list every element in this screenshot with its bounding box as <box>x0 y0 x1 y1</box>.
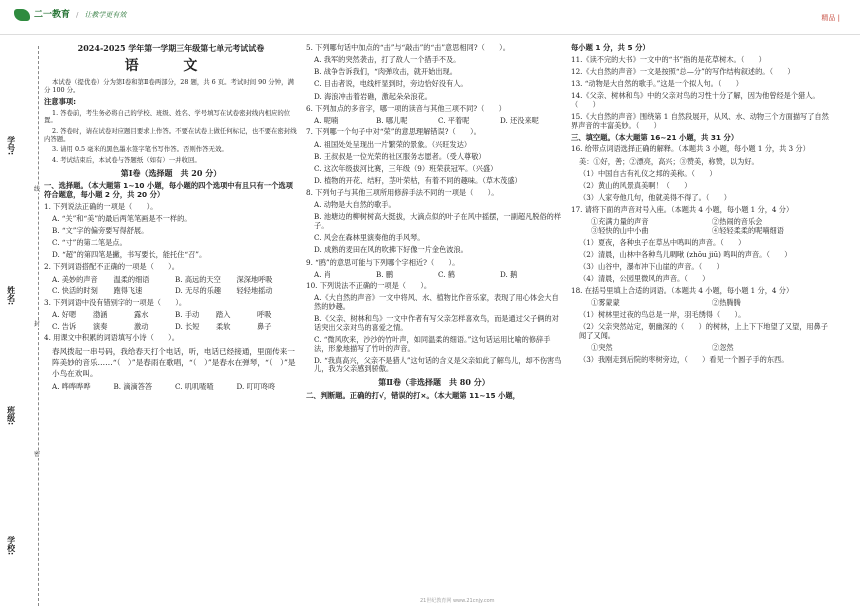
q9-option-c: C. 鹤 <box>438 269 455 279</box>
logo-text: 二一教育 <box>34 9 71 20</box>
q2-cell: 跑得飞速 <box>113 286 143 296</box>
q7-option-c: C. 这次年级拔河比赛，三年级（9）班荣获冠军。（兴盛） <box>314 163 498 173</box>
q18-line-3: （3）我刚走到后院的枣树旁边，（ ）看见一个圆子手的东西。 <box>579 354 789 364</box>
judge-item-12: 12.《大自然的声音》一文是按照“总—分”的写作结构叙述的。（ ） <box>571 66 795 76</box>
logo-separator: / <box>76 9 79 19</box>
q18-choices-2 <box>571 344 833 353</box>
site-logo[interactable] <box>14 9 126 21</box>
q6-option-d: D. 还没来呢 <box>500 115 539 125</box>
q17-choice-1: ①充满力量的声音 <box>591 217 649 227</box>
q18-line-1: （1）树林里过夜的鸟总是一岸，羽毛绣得（ ）。 <box>579 309 746 319</box>
q6-stem: 6. 下列加点的多音字，哪一项的读音与其他三项不同?（ ） <box>306 103 506 113</box>
q7-option-a: A. 祖国处处呈现出一片繁荣的景象。（兴旺发达） <box>314 139 472 149</box>
note-1: 1. 答卷前，考生务必将自己的学校、班级、姓名、学号填写在试卷密封线内相应的位置。 <box>44 108 291 125</box>
q17-choice-2: ②热闹的音乐会 <box>712 217 763 227</box>
q8-stem: 8. 下列句子与其他三项所用修辞手法不同的一项是（ ）。 <box>306 188 499 198</box>
q6-option-b: B. 哪儿呢 <box>376 115 408 125</box>
part-1-heading: 一、选择题。（本大题第 1~10 小题，每小题的四个选项中有且只有一个选项符合题意，每小题 2 分，共 20 分） <box>44 181 293 199</box>
binding-margin <box>0 36 44 608</box>
q17-stem: 17. 请将下面的声音对号入座。（本题共 4 小题，每小题 1 分，4 分） <box>571 205 794 215</box>
q8-option-a: A. 动物是大自然的歌手。 <box>314 200 396 210</box>
q18-line-2: （2）父亲突然站定，朝幽深的（ ）的树林，上上下下地望了又望，用鼻子闻了又闻。 <box>579 322 828 340</box>
q4-option-a: A. 哗哗哗哗 <box>52 381 91 391</box>
exam-intro: 本试卷（提优卷）分为第Ⅰ卷和第Ⅱ卷两部分，28 题，共 6 页。考试时间 90 分钟，满分 100 分。 <box>44 78 294 95</box>
q4-option-c: C. 叽叽喳喳 <box>175 381 214 391</box>
q17-choice-4: ④轻轻柔柔的呢喃细语 <box>712 225 784 235</box>
q5-option-c: C. 目击者说，电线杆显到时，旁边恰好没有人。 <box>314 79 468 89</box>
q9-option-d: D. 鹅 <box>500 269 518 279</box>
q5-stem: 5. 下列哪句话中加点的“击”与“敲击”的“击”意思相同?（ ）。 <box>306 43 510 52</box>
q6-options <box>306 117 562 126</box>
q7-option-b: B. 王叔叔是一位光荣的社区服务志愿者。（受人尊敬） <box>314 151 486 161</box>
q3-stem: 3. 下列词语中没有错别字的一项是（ ）。 <box>44 297 187 307</box>
q8-option-c: C. 风会在森林里演奏他的手风琴。 <box>314 233 425 243</box>
q1-option-d: D. “超”的第四笔是撇，书写要长，能托住“召”。 <box>52 250 207 260</box>
q16-meaning: 美：①好，善；②漂亮，高兴；③赞美，称赞，以为好。 <box>579 156 759 166</box>
note-4: 4. 考试结束后，本试卷与答题纸（如有）一并收回。 <box>52 155 201 164</box>
q17-line-1: （1）夏夜，各种虫子在草丛中鸣叫的声音。（ ） <box>579 237 746 247</box>
q3-cell: A. 好嗯 <box>52 310 77 319</box>
q3-cell: D. 长短 <box>175 321 200 331</box>
q3-options-row-1 <box>44 311 298 320</box>
q18-choice: ①雾蒙蒙 <box>591 298 620 308</box>
part-2-heading: 二、判断题。正确的打√，错误的打×。（本大题第 11~15 小题， <box>306 390 520 400</box>
q10-option-a: A.《大自然的声音》一文中将风、水、植物比作音乐家，表现了用心体会大自然的妙趣。 <box>314 293 559 312</box>
q17-choices <box>571 218 833 235</box>
q9-options <box>306 271 562 280</box>
judge-item-15: 15.《大自然的声音》围绕第 1 自然段展开，从风、水、动物三个方面描写了自然界声音的丰富美妙。（ ） <box>571 111 829 130</box>
q18-choice: ①突然 <box>591 342 613 352</box>
q10-option-b: B.《父亲、树林和鸟》一文中作者有写父亲怎样喜欢鸟，而是通过父子俩的对话突出父亲对鸟的喜爱之情。 <box>314 314 559 332</box>
notes-title: 注意事项: <box>44 96 77 106</box>
q18-choice: ②忽然 <box>712 342 734 352</box>
q17-line-2: （2）清晨，山林中各种鸟儿啁啾 (zhōu jiū) 鸣叫的声音。（ ） <box>579 249 792 259</box>
seal-char-line: 线 <box>34 186 41 193</box>
q6-option-c: C. 平着呢 <box>438 115 470 125</box>
premium-badge: 精品 | <box>821 14 840 22</box>
q16-line-2: （2）黄山的风景真美啊！（ ） <box>579 180 692 190</box>
q18-stem: 18. 在括号里填上合适的词语。（本题共 4 小题，每小题 1 分，4 分） <box>571 286 794 296</box>
q5-option-b: B. 战争告诉我们，“肉弹攻击，就开始出现。 <box>314 67 457 77</box>
q7-option-d: D. 植物的开花、结籽，茎叶荣枯，有着不同的趣味。（草木茂盛） <box>314 176 522 186</box>
seal-char-seal: 封 <box>34 321 41 328</box>
school-label: 学校: <box>6 536 16 556</box>
judge-item-13: 13. “动物是大自然的歌手。”这是一个拟人句。（ ） <box>571 79 743 89</box>
q5-option-d: D. 海浪冲击着岩礁，激起朵朵浪花。 <box>314 91 432 101</box>
q1-stem: 1. 下列说法正确的一项是（ ）。 <box>44 201 158 211</box>
class-label: 班级: <box>6 406 16 426</box>
seal-char-secret: 密 <box>34 451 41 458</box>
q2-cell: 温柔的细语 <box>113 274 150 284</box>
slogan: 让教学更有效 <box>84 10 127 19</box>
section-2-title: 第Ⅱ卷（非选择题 共 80 分） <box>378 377 490 388</box>
q3-options-row-2 <box>44 323 298 332</box>
q3-cell: 呼吸 <box>257 310 272 319</box>
q3-cell: 踏入 <box>216 310 231 319</box>
q17-choice-3: ③轻快的山中小曲 <box>591 225 649 235</box>
name-label: 姓名: <box>6 286 16 306</box>
q7-stem: 7. 下列哪一个句子中对“荣”的意思理解错误?（ ）。 <box>306 127 481 137</box>
q2-cell: A. 美妙的声音 <box>52 274 98 284</box>
column-2 <box>306 44 562 403</box>
q8-option-b: B. 池塘边的柳树树高大挺拔，大滴点似的叶子在风中摇摆，一副超凡脱俗的样子。 <box>314 212 562 231</box>
note-2: 2. 答卷时，请在试卷对应题目要求上作答。不要在试卷上做任何标记，也不要在密封线内答题。 <box>44 126 297 143</box>
q18-choices-1 <box>571 299 833 308</box>
student-id-label: 学号: <box>6 136 16 156</box>
exam-title: 2024-2025 学年第一学期三年级第七单元考试试卷 <box>77 43 265 53</box>
note-3: 3. 请用 0.5 毫米的黑色墨水签字笔书写作答。否则作答无效。 <box>52 145 228 154</box>
q4-options <box>44 383 298 392</box>
q9-option-a: A. 肖 <box>314 269 331 279</box>
q3-cell: 柔软 <box>216 321 231 331</box>
q10-option-c: C. “微风吹来，沙沙的竹叶声，如同温柔的细语。”这句话运用比喻的修辞手法，形象地描写了竹叶的声音。 <box>314 335 551 353</box>
q2-cell: 深深地呼吸 <box>236 274 273 284</box>
q1-option-a: A. “关”和“美”的最后两笔笔画是不一样的。 <box>52 213 192 223</box>
q3-cell: 演奏 <box>93 321 108 331</box>
q2-options-row-2 <box>44 287 298 296</box>
q16-line-3: （3）人家夸他几句，他就美得不得了。（ ） <box>579 193 731 203</box>
footer-watermark: 21世纪教育网 www.21cnjy.com <box>420 598 495 604</box>
column-3 <box>571 44 833 368</box>
q18-choice: ②热腾腾 <box>712 298 741 308</box>
q4-poem: 春风拨起一串号码，我给春天打个电话，听，电话已经接通，里面传来一阵美妙的音乐……“（ ）”是春雨在歌唱，“（ ）”是春水在弹琴，“（ ）”是小鸟在欢叫。 <box>52 347 296 379</box>
q3-cell: 激动 <box>134 321 149 331</box>
q2-cell: B. 高远的天空 <box>175 274 221 284</box>
subject-title: 语 文 <box>124 57 218 74</box>
runner-logo-icon <box>14 9 30 21</box>
part-2-heading-cont: 每小题 1 分，共 5 分） <box>571 43 650 52</box>
q16-stem: 16. 给带点词语选择正确的解释。（本题共 3 小题，每小题 1 分，共 3 分） <box>571 144 810 154</box>
q3-cell: C. 告诉 <box>52 321 77 331</box>
q4-option-b: B. 滴滴答答 <box>113 381 153 391</box>
q9-stem: 9. “鸥”的意思可能与下列哪个字相近?（ ）。 <box>306 257 460 267</box>
q3-cell: 渤涵 <box>93 310 108 319</box>
q9-option-b: B. 鹏 <box>376 269 394 279</box>
q10-stem: 10. 下列说法不正确的一项是（ ）。 <box>306 281 432 291</box>
judge-item-14: 14.《父亲、树林和鸟》中的父亲对鸟的习性十分了解，因为他曾经是个猎人。（ ） <box>571 91 820 109</box>
q17-line-3: （3）山谷中，瀑布冲下山崖的声音。（ ） <box>579 261 724 271</box>
q2-cell: C. 快活的时刻 <box>52 286 98 296</box>
q16-line-1: （1）中国自古有礼仪之邦的美称。（ ） <box>579 168 717 178</box>
q2-cell: 轻轻地摇动 <box>236 286 273 296</box>
q2-stem: 2. 下列词语搭配不正确的一项是（ ）。 <box>44 262 179 272</box>
q3-cell: B. 手动 <box>175 310 200 319</box>
q17-line-4: （4）清晨，公园里微风的声音。（ ） <box>579 274 710 284</box>
q3-cell: 鼻子 <box>257 321 272 331</box>
q6-option-a: A. 呢喃 <box>314 115 339 125</box>
q4-option-d: D. 叮叮咚咚 <box>236 381 276 391</box>
q3-cell: 露水 <box>134 310 149 319</box>
part-3-heading: 三、填空题。（本大题第 16~21 小题，共 31 分） <box>571 132 739 142</box>
q2-options-row-1 <box>44 276 298 285</box>
column-1 <box>44 44 298 395</box>
q2-cell: D. 无尽的乐趣 <box>175 286 222 296</box>
judge-item-11: 11.《读不完的大书》一文中的“书”指的是花草树木。（ ） <box>571 54 766 64</box>
q1-option-c: C. “寸”的第二笔是点。 <box>52 238 127 248</box>
section-1-title: 第Ⅰ卷（选择题 共 20 分） <box>120 167 222 178</box>
q8-option-d: D. 成熟的麦田在风的吹拂下好像一片金色波浪。 <box>314 245 468 255</box>
q5-option-a: A. 我军的突然袭击，打了敌人一个措手不及。 <box>314 55 461 65</box>
q10-option-d: D. “我真高兴，父亲不是猎人”这句话的含义是父亲如此了解鸟儿，却不伤害鸟儿，我为父亲感到骄傲。 <box>314 355 562 374</box>
top-bar <box>0 0 860 35</box>
q4-stem: 4. 用课文中积累的词语填写小诗（ ）。 <box>44 333 179 343</box>
q1-option-b: B. “文”字的偏旁要写得舒展。 <box>52 226 149 236</box>
